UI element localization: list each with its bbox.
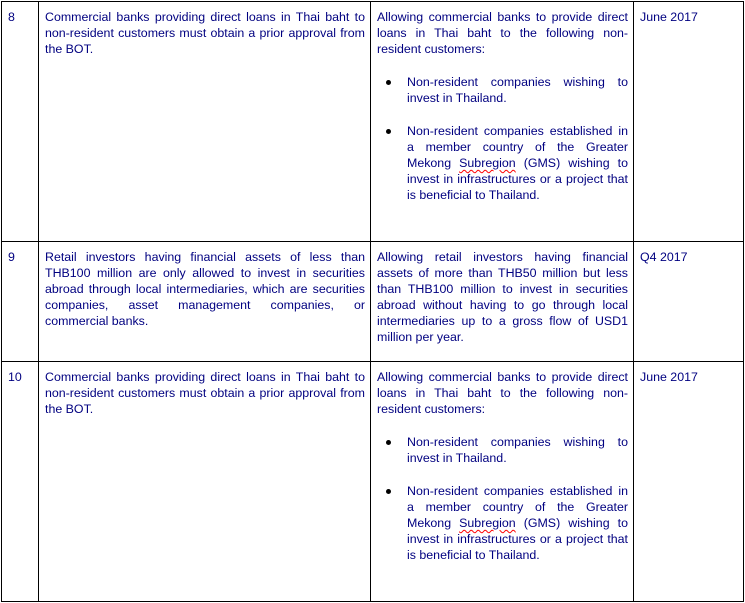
bullet-icon [386, 489, 391, 494]
relaxation-cell [371, 2, 634, 242]
bullet-text: Non-resident companies wishing to invest in Thailand. [407, 435, 628, 465]
table-row [2, 2, 744, 242]
relaxation-bullet-list [377, 434, 628, 563]
spellcheck-flagged-word: Subregion [459, 516, 516, 530]
bullet-text: Non-resident companies wishing to invest in Thailand. [407, 75, 628, 105]
current-rule-cell [39, 362, 371, 602]
relaxation-intro: Allowing commercial banks to provide direct loans in Thai baht to the following non-resident customers: [377, 10, 628, 56]
current-rule-text: Retail investors having financial assets of less than THB100 million are only allowed to invest in securities abroad through local intermediaries, which are securities companies, asset management companies, or commercial banks. [45, 250, 365, 328]
relaxation-cell [371, 362, 634, 602]
relaxation-bullet-list [377, 74, 628, 203]
timeline-date: June 2017 [640, 10, 698, 24]
item-number: 9 [8, 250, 15, 264]
list-item [407, 434, 628, 466]
current-rule-cell [39, 2, 371, 242]
timeline-date: Q4 2017 [640, 250, 688, 264]
timeline-cell [634, 2, 744, 242]
bullet-text-end: (GMS) wishing to invest in infrastructures or a project that is beneficial to Thailand. [407, 156, 628, 202]
timeline-cell [634, 362, 744, 602]
bullet-text-start: Non-resident companies established in a member country of the Greater Mekong [407, 484, 628, 530]
current-rule-text: Commercial banks providing direct loans in Thai baht to non-resident customers must obtain a prior approval from the BOT. [45, 370, 365, 416]
bullet-text-start: Non-resident companies established in a member country of the Greater Mekong [407, 124, 628, 170]
current-rule-text: Commercial banks providing direct loans in Thai baht to non-resident customers must obtain a prior approval from the BOT. [45, 10, 365, 56]
item-number-cell [2, 2, 39, 242]
item-number: 10 [8, 370, 22, 384]
item-number: 8 [8, 10, 15, 24]
relaxation-cell [371, 242, 634, 362]
bullet-icon [386, 80, 391, 85]
list-item [407, 74, 628, 106]
spellcheck-flagged-word: Subregion [459, 156, 516, 170]
bullet-icon [386, 129, 391, 134]
relaxation-intro: Allowing commercial banks to provide direct loans in Thai baht to the following non-resident customers: [377, 370, 628, 416]
list-item [407, 483, 628, 563]
list-item [407, 123, 628, 203]
regulation-table [1, 1, 744, 602]
bullet-text-end: (GMS) wishing to invest in infrastructures or a project that is beneficial to Thailand. [407, 516, 628, 562]
current-rule-cell [39, 242, 371, 362]
item-number-cell [2, 362, 39, 602]
timeline-date: June 2017 [640, 370, 698, 384]
bullet-icon [386, 440, 391, 445]
timeline-cell [634, 242, 744, 362]
relaxation-text: Allowing retail investors having financial assets of more than THB50 million but less than THB100 million to invest in securities abroad without having to go through local intermediaries up to a gross flow of USD1 million per year. [377, 250, 628, 344]
table-row [2, 362, 744, 602]
table-row [2, 242, 744, 362]
item-number-cell [2, 242, 39, 362]
